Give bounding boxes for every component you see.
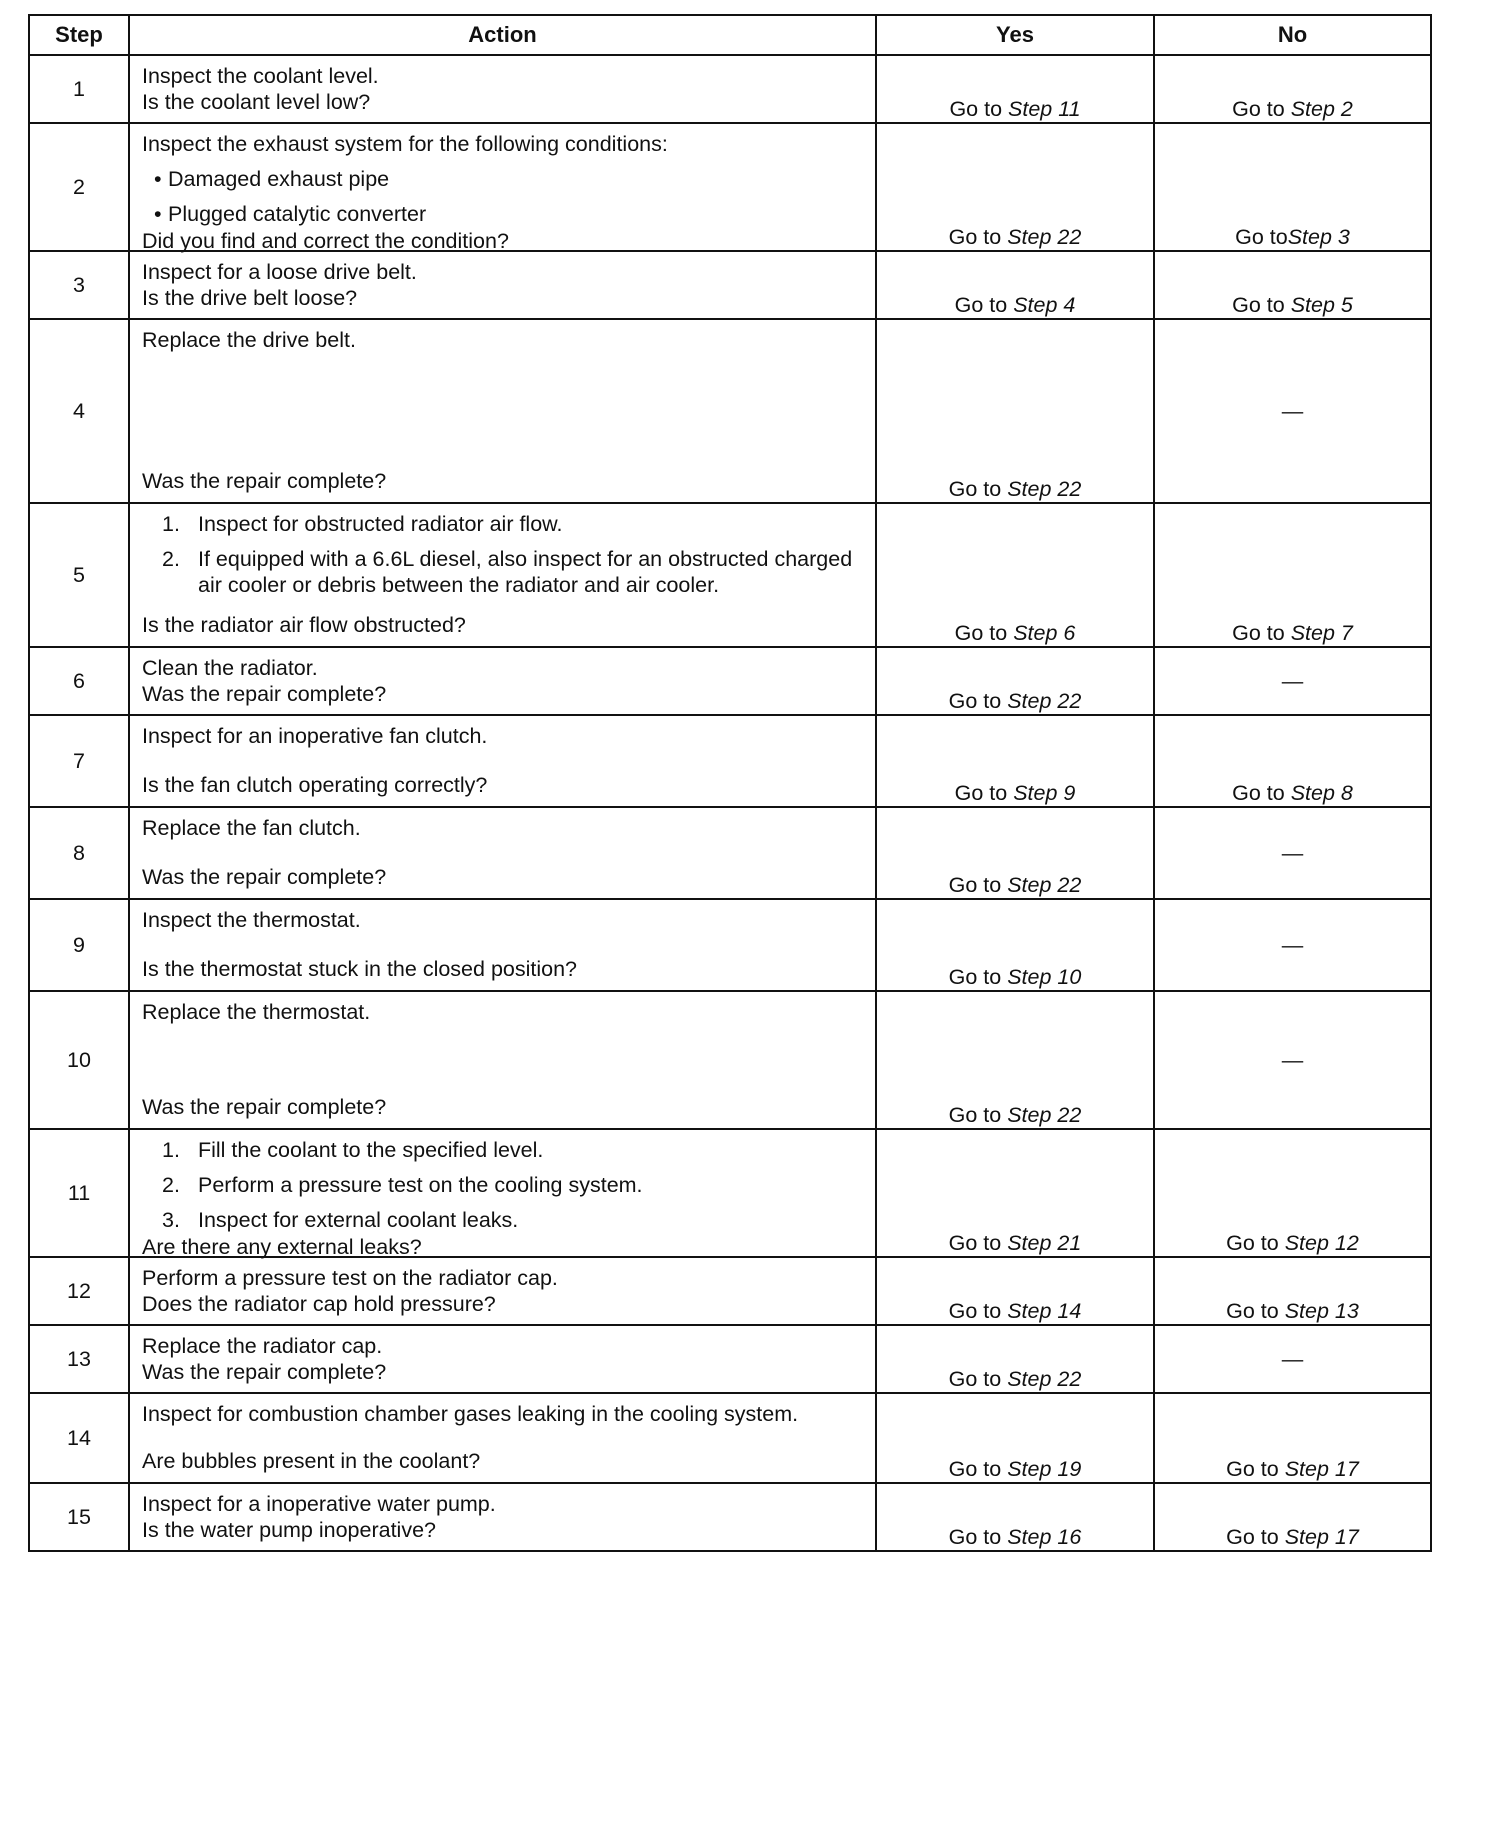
go-to-target: Step 22 <box>1007 224 1082 249</box>
yes-cell <box>876 55 1154 123</box>
step-number: 1 <box>29 55 129 123</box>
step-number: 7 <box>29 715 129 807</box>
no-cell <box>1154 1257 1431 1325</box>
action-text: Replace the drive belt. <box>142 328 356 352</box>
no-cell <box>1154 991 1431 1129</box>
go-to-target: Step 22 <box>1007 872 1082 897</box>
go-to-prefix: Go to <box>1235 224 1288 249</box>
item-number: 2. <box>162 547 180 572</box>
yes-cell <box>876 319 1154 503</box>
go-to-target: Step 3 <box>1287 224 1350 249</box>
table-row <box>29 899 1431 991</box>
action-question: Are there any external leaks? <box>142 1234 422 1259</box>
yes-cell <box>876 807 1154 899</box>
action-text: Inspect the coolant level. <box>142 64 379 88</box>
go-to-prefix: Go to <box>948 1366 1008 1391</box>
dash-mark: — <box>1281 668 1304 693</box>
go-to-prefix: Go to <box>1226 1456 1285 1481</box>
no-cell <box>1154 319 1431 503</box>
action-cell <box>129 1325 876 1393</box>
action-cell <box>129 251 876 319</box>
step-number: 9 <box>29 899 129 991</box>
dash-mark: — <box>1281 398 1304 423</box>
go-to-step <box>1226 1231 1359 1255</box>
table-row <box>29 319 1431 503</box>
no-cell <box>1154 1129 1431 1257</box>
no-cell <box>1154 503 1431 647</box>
table-row <box>29 991 1431 1129</box>
dash-mark: — <box>1281 1346 1304 1371</box>
item-text: If equipped with a 6.6L diesel, also inspect for an obstructed charged air cooler or debris between the radiator and air cooler. <box>198 547 853 598</box>
go-to-step <box>949 873 1082 897</box>
go-to-prefix: Go to <box>948 1298 1008 1323</box>
bullet-item: • Plugged catalytic converter <box>142 201 863 227</box>
go-to-step <box>1232 293 1353 317</box>
table-row <box>29 1257 1431 1325</box>
header-row <box>29 15 1431 55</box>
go-to-target: Step 11 <box>1008 96 1081 121</box>
action-text: Perform a pressure test on the radiator cap. <box>142 1266 558 1290</box>
action-cell <box>129 503 876 647</box>
table-row <box>29 807 1431 899</box>
numbered-item <box>142 546 863 598</box>
yes-cell <box>876 503 1154 647</box>
go-to-prefix: Go to <box>954 292 1014 317</box>
action-question: Is the water pump inoperative? <box>142 1518 436 1543</box>
go-to-step <box>949 1367 1082 1391</box>
yes-cell <box>876 1129 1154 1257</box>
yes-cell <box>876 123 1154 251</box>
no-cell <box>1154 807 1431 899</box>
step-number: 13 <box>29 1325 129 1393</box>
yes-cell <box>876 1325 1154 1393</box>
header-yes: Yes <box>876 15 1154 55</box>
item-text: Fill the coolant to the specified level. <box>198 1138 544 1162</box>
go-to-step <box>1232 621 1353 645</box>
yes-cell <box>876 715 1154 807</box>
action-question: Was the repair complete? <box>142 864 387 889</box>
go-to-prefix: Go to <box>948 964 1008 989</box>
no-cell <box>1154 1393 1431 1483</box>
no-cell <box>1154 1483 1431 1551</box>
go-to-target: Step 6 <box>1013 620 1076 645</box>
action-text: Clean the radiator. <box>142 656 318 680</box>
step-number: 5 <box>29 503 129 647</box>
go-to-target: Step 13 <box>1284 1298 1359 1323</box>
go-to-target: Step 16 <box>1007 1524 1082 1549</box>
action-cell <box>129 1483 876 1551</box>
step-number: 12 <box>29 1257 129 1325</box>
action-cell <box>129 807 876 899</box>
go-to-prefix: Go to <box>1232 292 1291 317</box>
go-to-target: Step 9 <box>1013 780 1076 805</box>
item-text: Perform a pressure test on the cooling system. <box>198 1173 643 1198</box>
numbered-item <box>142 1172 863 1198</box>
action-cell <box>129 123 876 251</box>
action-cell <box>129 319 876 503</box>
yes-cell <box>876 251 1154 319</box>
step-number: 4 <box>29 319 129 503</box>
action-text: Inspect for a inoperative water pump. <box>142 1492 496 1516</box>
go-to-prefix: Go to <box>948 224 1008 249</box>
action-cell <box>129 1129 876 1257</box>
go-to-step <box>949 1457 1082 1481</box>
action-cell <box>129 1393 876 1483</box>
table-row <box>29 647 1431 715</box>
go-to-prefix: Go to <box>1232 620 1291 645</box>
go-to-target: Step 19 <box>1007 1456 1082 1481</box>
action-text: Inspect for a loose drive belt. <box>142 260 417 284</box>
no-cell <box>1154 647 1431 715</box>
dash-mark: — <box>1281 1047 1304 1072</box>
step-number: 8 <box>29 807 129 899</box>
go-to-step <box>1232 97 1353 121</box>
go-to-target: Step 22 <box>1007 688 1082 713</box>
go-to-prefix: Go to <box>954 780 1014 805</box>
go-to-step <box>949 965 1082 989</box>
go-to-step <box>949 477 1082 501</box>
go-to-prefix: Go to <box>1232 780 1291 805</box>
go-to-target: Step 2 <box>1290 96 1353 121</box>
table-row <box>29 1129 1431 1257</box>
go-to-prefix: Go to <box>1226 1298 1285 1323</box>
header-step: Step <box>29 15 129 55</box>
go-to-target: Step 22 <box>1007 1366 1082 1391</box>
action-question: Are bubbles present in the coolant? <box>142 1448 481 1473</box>
step-number: 14 <box>29 1393 129 1483</box>
table-row <box>29 715 1431 807</box>
action-cell <box>129 1257 876 1325</box>
header-no: No <box>1154 15 1431 55</box>
action-question: Is the drive belt loose? <box>142 286 358 311</box>
item-number: 1. <box>162 1138 180 1162</box>
go-to-prefix: Go to <box>948 1524 1008 1549</box>
yes-cell <box>876 1257 1154 1325</box>
yes-cell <box>876 647 1154 715</box>
action-text: Inspect the thermostat. <box>142 908 361 932</box>
action-question: Was the repair complete? <box>142 1360 387 1385</box>
go-to-target: Step 8 <box>1290 780 1353 805</box>
go-to-target: Step 22 <box>1007 1102 1082 1127</box>
go-to-prefix: Go to <box>954 620 1014 645</box>
go-to-target: Step 4 <box>1013 292 1076 317</box>
numbered-item <box>142 511 863 537</box>
go-to-step <box>1235 225 1350 249</box>
action-question: Is the radiator air flow obstructed? <box>142 612 466 637</box>
item-text: Inspect for external coolant leaks. <box>198 1208 519 1233</box>
action-text: Replace the radiator cap. <box>142 1334 383 1358</box>
action-question: Was the repair complete? <box>142 1094 387 1119</box>
go-to-step <box>949 225 1082 249</box>
yes-cell <box>876 899 1154 991</box>
go-to-step <box>955 621 1076 645</box>
step-number: 15 <box>29 1483 129 1551</box>
go-to-step <box>1226 1525 1359 1549</box>
header-action: Action <box>129 15 876 55</box>
yes-cell <box>876 1393 1154 1483</box>
go-to-prefix: Go to <box>1226 1230 1285 1255</box>
action-cell <box>129 647 876 715</box>
table-row <box>29 55 1431 123</box>
item-text: Inspect for obstructed radiator air flow. <box>198 512 563 536</box>
action-cell <box>129 715 876 807</box>
go-to-step <box>949 97 1080 121</box>
go-to-prefix: Go to <box>949 96 1009 121</box>
item-number: 1. <box>162 512 180 536</box>
no-cell <box>1154 899 1431 991</box>
action-cell <box>129 55 876 123</box>
go-to-step <box>955 293 1076 317</box>
action-question: Did you find and correct the condition? <box>142 228 509 253</box>
no-cell <box>1154 1325 1431 1393</box>
action-cell <box>129 991 876 1129</box>
go-to-target: Step 14 <box>1007 1298 1082 1323</box>
go-to-step <box>1232 781 1353 805</box>
go-to-step <box>949 1525 1082 1549</box>
go-to-target: Step 22 <box>1007 476 1082 501</box>
step-number: 11 <box>29 1129 129 1257</box>
go-to-step <box>1226 1299 1359 1323</box>
numbered-item <box>142 1137 863 1163</box>
action-text: Inspect for combustion chamber gases leaking in the cooling system. <box>142 1402 799 1426</box>
go-to-step <box>949 689 1082 713</box>
step-number: 10 <box>29 991 129 1129</box>
action-question: Was the repair complete? <box>142 682 387 707</box>
no-cell <box>1154 123 1431 251</box>
go-to-target: Step 12 <box>1284 1230 1359 1255</box>
action-question: Is the coolant level low? <box>142 90 371 115</box>
table-row <box>29 503 1431 647</box>
go-to-step <box>949 1103 1082 1127</box>
go-to-target: Step 5 <box>1290 292 1353 317</box>
dash-mark: — <box>1281 932 1304 957</box>
go-to-prefix: Go to <box>948 1230 1008 1255</box>
action-text: Replace the fan clutch. <box>142 816 361 840</box>
go-to-prefix: Go to <box>948 1456 1008 1481</box>
go-to-target: Step 17 <box>1284 1456 1359 1481</box>
action-question: Was the repair complete? <box>142 468 387 493</box>
go-to-step <box>949 1299 1082 1323</box>
go-to-target: Step 7 <box>1290 620 1353 645</box>
bullet-item: • Damaged exhaust pipe <box>142 166 863 192</box>
go-to-prefix: Go to <box>1226 1524 1285 1549</box>
table-row <box>29 1393 1431 1483</box>
go-to-prefix: Go to <box>948 1102 1008 1127</box>
action-text: Inspect for an inoperative fan clutch. <box>142 724 488 748</box>
table-row <box>29 1483 1431 1551</box>
step-number: 6 <box>29 647 129 715</box>
step-number: 3 <box>29 251 129 319</box>
go-to-prefix: Go to <box>948 476 1008 501</box>
go-to-prefix: Go to <box>1232 96 1291 121</box>
no-cell <box>1154 55 1431 123</box>
go-to-target: Step 21 <box>1007 1230 1082 1255</box>
dash-mark: — <box>1281 840 1304 865</box>
go-to-step <box>1226 1457 1359 1481</box>
numbered-item <box>142 1207 863 1233</box>
yes-cell <box>876 1483 1154 1551</box>
diagnostic-table <box>28 14 1432 1552</box>
item-number: 3. <box>162 1208 180 1233</box>
action-cell <box>129 899 876 991</box>
item-number: 2. <box>162 1173 180 1198</box>
table-row <box>29 1325 1431 1393</box>
action-text: Inspect the exhaust system for the following conditions: <box>142 132 668 156</box>
yes-cell <box>876 991 1154 1129</box>
no-cell <box>1154 251 1431 319</box>
go-to-prefix: Go to <box>948 872 1008 897</box>
action-question: Is the thermostat stuck in the closed position? <box>142 956 578 981</box>
step-number: 2 <box>29 123 129 251</box>
action-text: Replace the thermostat. <box>142 1000 371 1024</box>
action-question: Does the radiator cap hold pressure? <box>142 1292 496 1317</box>
no-cell <box>1154 715 1431 807</box>
table-row <box>29 123 1431 251</box>
go-to-prefix: Go to <box>948 688 1008 713</box>
go-to-step <box>949 1231 1082 1255</box>
go-to-target: Step 10 <box>1007 964 1082 989</box>
go-to-target: Step 17 <box>1284 1524 1359 1549</box>
action-question: Is the fan clutch operating correctly? <box>142 772 488 797</box>
table-row <box>29 251 1431 319</box>
go-to-step <box>955 781 1076 805</box>
